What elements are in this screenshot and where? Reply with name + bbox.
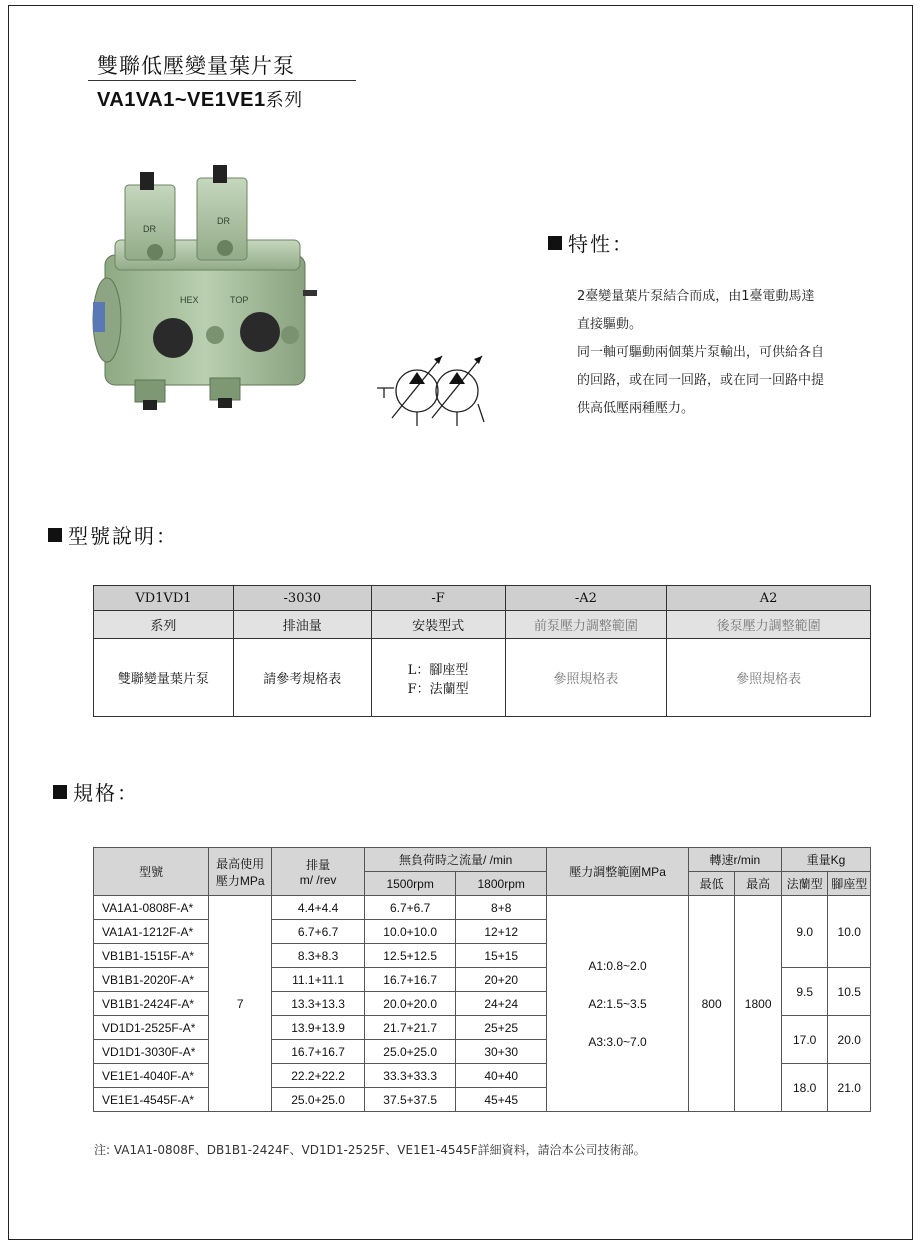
value-displacement: 請參考規格表 — [233, 639, 371, 717]
cell-pressure-range — [547, 896, 689, 1112]
header-max-pressure-text: 最高使用 — [216, 856, 265, 871]
cell-weight-foot: 10.5 — [828, 968, 871, 1016]
label-rear: 後泵壓力調整範圍 — [667, 611, 871, 639]
cell-disp: 13.9+13.9 — [272, 1016, 365, 1040]
model-code-table — [93, 585, 871, 717]
page-title: 雙聯低壓變量葉片泵 — [97, 54, 295, 78]
title-divider — [88, 80, 356, 81]
header-speed-max: 最高 — [735, 872, 782, 896]
cell-disp: 22.2+22.2 — [272, 1064, 365, 1088]
label-displacement: 排油量 — [233, 611, 371, 639]
spec-heading-text: 規格： — [73, 781, 139, 805]
cell-weight-flange: 9.5 — [781, 968, 828, 1016]
cell-f1800: 25+25 — [456, 1016, 547, 1040]
cell-model: VD1D1-2525F-A* — [94, 1016, 209, 1040]
bullet-square-icon — [53, 785, 67, 799]
footnote: 注: VA1A1-0808F、DB1B1-2424F、VD1D1-2525F、VE1E1-4545F詳細資料，請洽本公司技術部。 — [94, 1143, 646, 1157]
header-1800rpm: 1800rpm — [456, 872, 547, 896]
cell-model: VE1E1-4040F-A* — [94, 1064, 209, 1088]
value-front: 參照規格表 — [505, 639, 667, 717]
header-max-pressure-unit: 壓力MPa — [215, 873, 265, 888]
header-model: 型號 — [94, 848, 209, 896]
cell-speed-max: 1800 — [735, 896, 782, 1112]
header-foot: 腳座型 — [828, 872, 871, 896]
header-displacement — [272, 848, 365, 896]
feature-line: 直接驅動。 — [577, 317, 643, 332]
value-series: 雙聯變量葉片泵 — [94, 639, 234, 717]
cell-disp: 13.3+13.3 — [272, 992, 365, 1016]
header-max-pressure — [209, 848, 272, 896]
series-suffix: 系列 — [265, 90, 303, 111]
model-heading-text: 型號說明： — [68, 524, 178, 548]
cell-f1800: 15+15 — [456, 944, 547, 968]
cell-f1500: 16.7+16.7 — [365, 968, 456, 992]
cell-f1800: 45+45 — [456, 1088, 547, 1112]
cell-max-pressure: 7 — [209, 896, 272, 1112]
cell-f1800: 8+8 — [456, 896, 547, 920]
photo-label-dr1: DR — [143, 224, 156, 234]
pressure-range-a1: A1:0.8~2.0 — [588, 958, 647, 973]
mount-foot: L：腳座型 — [407, 662, 469, 678]
cell-speed-min: 800 — [688, 896, 735, 1112]
bullet-square-icon — [548, 236, 562, 250]
cell-f1800: 12+12 — [456, 920, 547, 944]
cell-disp: 6.7+6.7 — [272, 920, 365, 944]
cell-weight-foot: 20.0 — [828, 1016, 871, 1064]
cell-f1500: 33.3+33.3 — [365, 1064, 456, 1088]
header-speed-min: 最低 — [688, 872, 735, 896]
header-pressure-range: 壓力調整範圍MPa — [547, 848, 689, 896]
cell-disp: 4.4+4.4 — [272, 896, 365, 920]
cell-f1500: 12.5+12.5 — [365, 944, 456, 968]
cell-f1800: 30+30 — [456, 1040, 547, 1064]
features-heading-text: 特性： — [568, 232, 634, 256]
code-front: -A2 — [505, 586, 667, 611]
bullet-square-icon — [48, 528, 62, 542]
cell-disp: 25.0+25.0 — [272, 1088, 365, 1112]
code-rear: A2 — [667, 586, 871, 611]
cell-model: VA1A1-1212F-A* — [94, 920, 209, 944]
cell-model: VB1B1-2020F-A* — [94, 968, 209, 992]
cell-model: VD1D1-3030F-A* — [94, 1040, 209, 1064]
value-rear: 參照規格表 — [667, 639, 871, 717]
header-displacement-unit: m/ /rev — [299, 873, 337, 887]
pressure-range-a3: A3:3.0~7.0 — [588, 1034, 647, 1049]
cell-f1800: 20+20 — [456, 968, 547, 992]
spec-table — [93, 847, 871, 1112]
spec-heading — [53, 777, 139, 806]
cell-f1500: 6.7+6.7 — [365, 896, 456, 920]
cell-model: VA1A1-0808F-A* — [94, 896, 209, 920]
cell-disp: 8.3+8.3 — [272, 944, 365, 968]
model-heading — [48, 520, 178, 549]
cell-f1800: 40+40 — [456, 1064, 547, 1088]
photo-label-top: TOP — [230, 295, 249, 305]
header-speed: 轉速r/min — [688, 848, 781, 872]
cell-f1500: 21.7+21.7 — [365, 1016, 456, 1040]
table-row — [94, 896, 871, 920]
cell-weight-flange: 18.0 — [781, 1064, 828, 1112]
cell-model: VB1B1-2424F-A* — [94, 992, 209, 1016]
feature-line: 同一軸可驅動兩個葉片泵輸出，可供給各自 — [577, 345, 825, 360]
header-flow: 無負荷時之流量/ /min — [365, 848, 547, 872]
cell-disp: 16.7+16.7 — [272, 1040, 365, 1064]
cell-f1800: 24+24 — [456, 992, 547, 1016]
photo-label-dr2: DR — [217, 216, 230, 226]
header-flange: 法蘭型 — [781, 872, 828, 896]
pressure-range-a2: A2:1.5~3.5 — [588, 996, 647, 1011]
value-mount — [371, 639, 505, 717]
cell-model: VB1B1-1515F-A* — [94, 944, 209, 968]
series-code: VA1VA1~VE1VE1 — [97, 89, 266, 111]
cell-disp: 11.1+11.1 — [272, 968, 365, 992]
features-heading — [548, 228, 634, 257]
feature-line: 的回路，或在同一回路，或在同一回路中提 — [577, 373, 825, 388]
label-mount: 安裝型式 — [371, 611, 505, 639]
cell-weight-foot: 21.0 — [828, 1064, 871, 1112]
photo-label-hex: HEX — [180, 295, 199, 305]
code-series: VD1VD1 — [94, 586, 234, 611]
feature-line: 供高低壓兩種壓力。 — [577, 401, 695, 416]
cell-weight-flange: 9.0 — [781, 896, 828, 968]
features-text — [577, 283, 877, 423]
label-series: 系列 — [94, 611, 234, 639]
cell-model: VE1E1-4545F-A* — [94, 1088, 209, 1112]
code-mount: -F — [371, 586, 505, 611]
cell-f1500: 20.0+20.0 — [365, 992, 456, 1016]
pump-photo — [85, 160, 325, 425]
label-front: 前泵壓力調整範圍 — [505, 611, 667, 639]
cell-weight-foot: 10.0 — [828, 896, 871, 968]
cell-f1500: 10.0+10.0 — [365, 920, 456, 944]
code-displacement: -3030 — [233, 586, 371, 611]
cell-f1500: 37.5+37.5 — [365, 1088, 456, 1112]
header-1500rpm: 1500rpm — [365, 872, 456, 896]
feature-line: 2臺變量葉片泵結合而成，由1臺電動馬達 — [577, 289, 815, 304]
cell-f1500: 25.0+25.0 — [365, 1040, 456, 1064]
cell-weight-flange: 17.0 — [781, 1016, 828, 1064]
header-displacement-text: 排量 — [306, 858, 331, 872]
header-weight: 重量Kg — [781, 848, 870, 872]
hydraulic-pump-symbol — [372, 346, 502, 436]
series-title — [97, 86, 303, 112]
mount-flange: F：法蘭型 — [407, 681, 469, 697]
